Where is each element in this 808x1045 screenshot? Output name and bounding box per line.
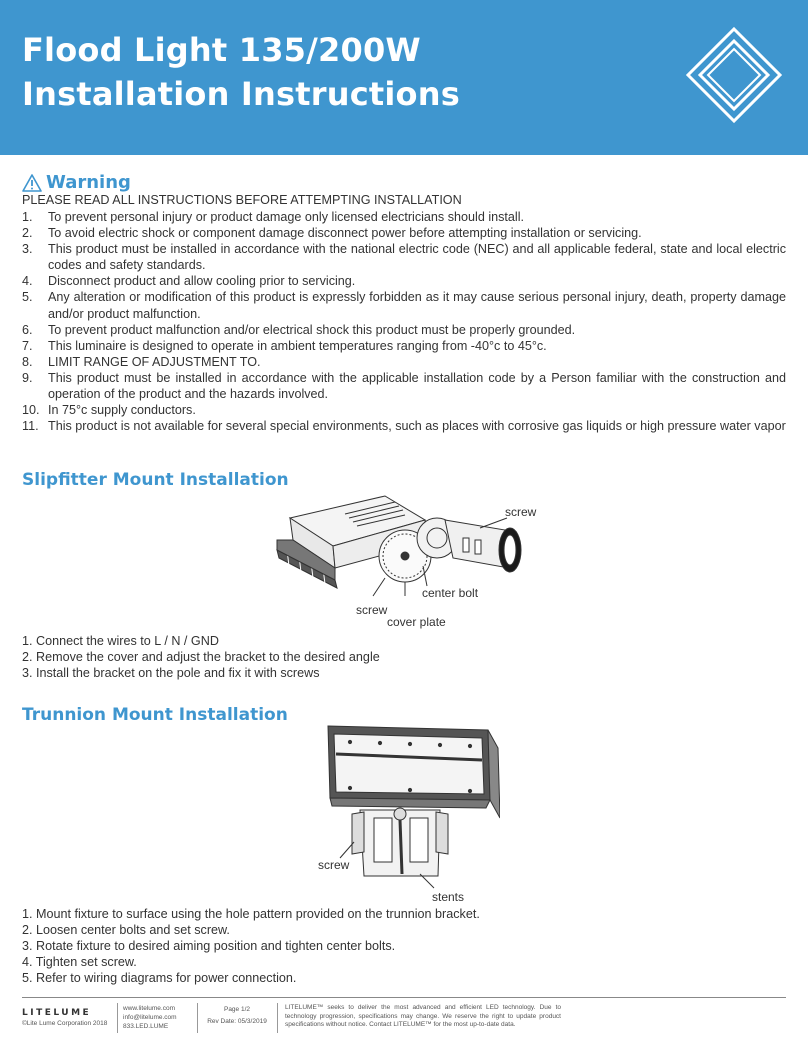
list-item [22, 241, 786, 273]
footer-website: www.litelume.com [123, 1005, 176, 1012]
item-number: 11. [22, 419, 39, 434]
list-item [22, 289, 786, 321]
footer-phone: 833.LED.LUME [123, 1023, 169, 1030]
item-number: 4. [22, 274, 33, 289]
list-item [22, 338, 786, 354]
trunnion-heading: Trunnion Mount Installation [22, 705, 288, 725]
label-stents: stents [432, 890, 465, 904]
list-item: 2. Loosen center bolts and set screw. [22, 923, 230, 938]
item-number: 9. [22, 370, 33, 385]
slipfitter-diagram [265, 488, 535, 600]
list-item [22, 322, 786, 338]
item-text: This product is not available for several special environments, such as places with corrosive gas liquids or high pressure water vapor [48, 419, 786, 434]
item-number: 8. [22, 354, 33, 369]
list-item [22, 354, 786, 370]
item-number: 3. [22, 242, 33, 257]
item-text: This product must be installed in accordance with the national electric code (NEC) and all applicable federal, state and local electric codes and safety standards. [48, 242, 786, 273]
label-center-bolt: center bolt [422, 586, 479, 600]
item-number: 10. [22, 403, 40, 418]
item-text: Any alteration or modification of this product is expressly forbidden as it may cause serious personal injury, death, property damage and/or product malfunction. [48, 290, 786, 321]
list-item [22, 418, 786, 434]
footer-separator [117, 1003, 118, 1033]
footer-separator [277, 1003, 278, 1033]
warning-title-text: Warning [46, 172, 131, 193]
warning-triangle-icon [22, 174, 42, 192]
title-line-1: Flood Light 135/200W [22, 31, 421, 69]
warning-heading [22, 172, 131, 193]
list-item: 3. Rotate fixture to desired aiming position and tighten center bolts. [22, 939, 396, 954]
footer-email: info@litelume.com [123, 1014, 177, 1021]
item-number: 1. [22, 210, 33, 224]
label-screw: screw [318, 858, 350, 872]
footer-rev-date: Rev Date: 05/3/2019 [207, 1018, 267, 1025]
list-item: 2. Remove the cover and adjust the bracket to the desired angle [22, 650, 380, 665]
list-item: 1. Connect the wires to L / N / GND [22, 634, 219, 648]
label-screw-bottom: screw [356, 603, 388, 617]
item-number: 7. [22, 338, 33, 353]
list-item [22, 273, 786, 289]
diamond-logo-icon [686, 27, 782, 123]
list-item: 5. Refer to wiring diagrams for power connection. [22, 971, 297, 986]
list-item: 3. Install the bracket on the pole and fix it with screws [22, 666, 320, 681]
page-title [22, 28, 460, 116]
footer-copyright: ©Lite Lume Corporation 2018 [22, 1020, 108, 1027]
footer-brand-logo: LITELUME [22, 1008, 92, 1018]
list-item: 1. Mount fixture to surface using the hole pattern provided on the trunnion bracket. [22, 907, 480, 921]
item-number: 2. [22, 226, 33, 241]
label-screw-top: screw [505, 505, 537, 519]
footer-divider [22, 997, 786, 998]
list-item [22, 370, 786, 402]
slipfitter-heading: Slipfitter Mount Installation [22, 470, 289, 490]
footer-separator [197, 1003, 198, 1033]
label-cover-plate: cover plate [387, 615, 446, 629]
item-text: In 75°c supply conductors. [48, 403, 196, 418]
footer-disclaimer: LITELUME™ seeks to deliver the most advanced and efficient LED technology. Due to technology progression, specifications may change. We reserve the right to update product specifications without notice. Contact LITELUME™ for the most up-to-date data. [285, 1004, 561, 1028]
list-item: 4. Tighten set screw. [22, 955, 137, 970]
item-text: This luminaire is designed to operate in ambient temperatures ranging from -40°c to 45°c. [48, 338, 547, 353]
footer-contact [123, 1004, 177, 1031]
footer-page-number: Page 1/2 [223, 1006, 251, 1013]
item-text: LIMIT RANGE OF ADJUSTMENT TO. [48, 354, 261, 369]
item-text: Disconnect product and allow cooling prior to servicing. [48, 274, 356, 289]
item-text: To prevent product malfunction and/or electrical shock this product must be properly grounded. [48, 322, 576, 337]
footer-page-info [202, 1004, 272, 1028]
item-text: This product must be installed in accordance with the applicable installation code by a Person familiar with the construction and operation of the product and the hazards involved. [48, 370, 786, 402]
warning-list [22, 209, 786, 434]
list-item [22, 402, 786, 418]
item-text: To avoid electric shock or component damage disconnect power before attempting installation or servicing. [48, 226, 642, 241]
item-number: 6. [22, 322, 33, 337]
trunnion-steps [22, 906, 480, 986]
warning-intro: PLEASE READ ALL INSTRUCTIONS BEFORE ATTEMPTING INSTALLATION [22, 193, 462, 207]
header-banner [0, 0, 808, 155]
slipfitter-steps [22, 633, 380, 681]
item-text: To prevent personal injury or product damage only licensed electricians should install. [48, 210, 525, 224]
list-item [22, 225, 786, 241]
title-line-2: Installation Instructions [22, 75, 460, 113]
item-number: 5. [22, 290, 33, 305]
list-item [22, 209, 786, 225]
